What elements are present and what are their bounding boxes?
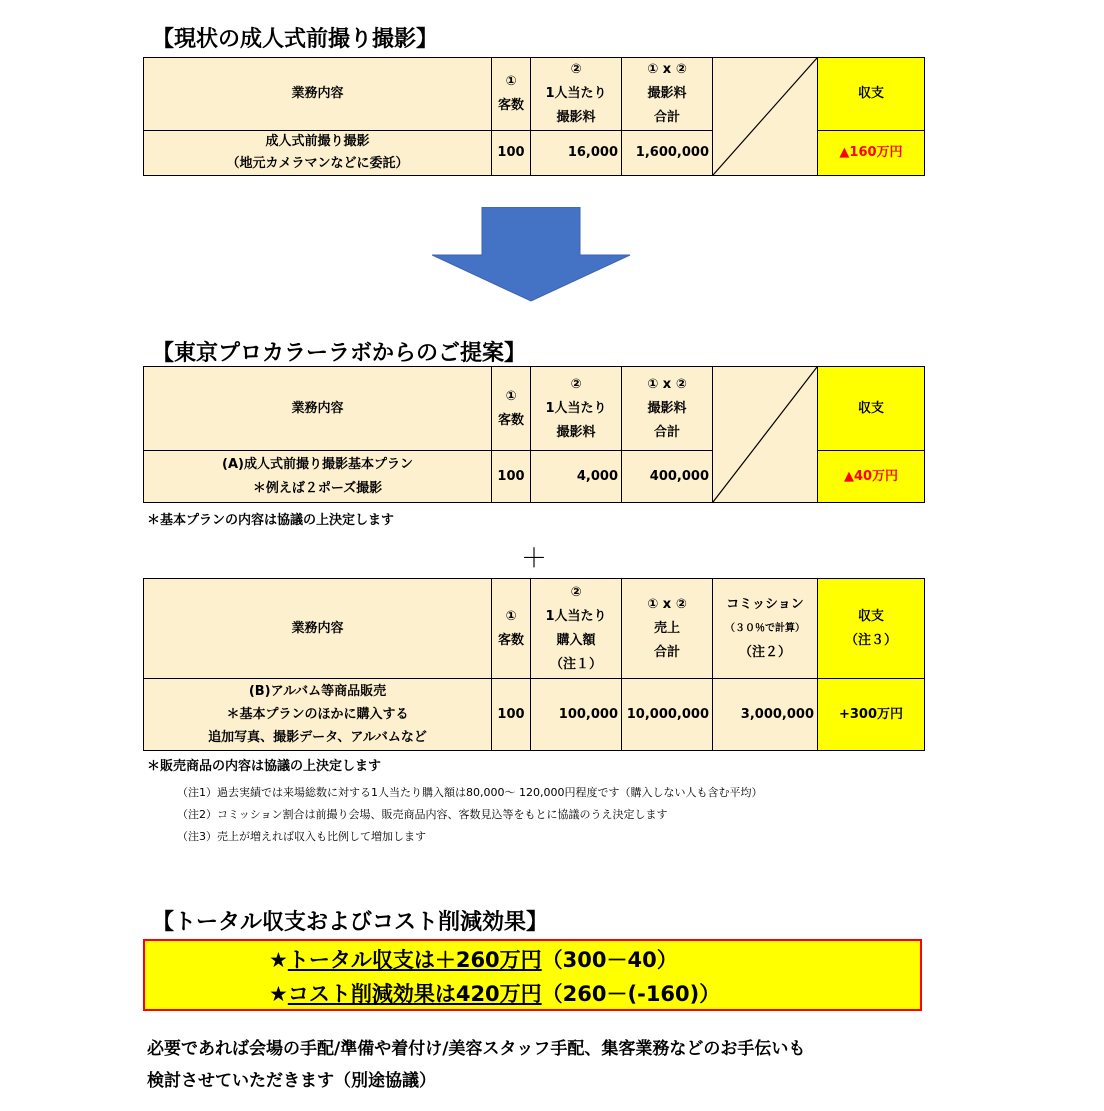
row-desc: 成人式前撮り撮影 （地元カメラマンなどに委託） [144,131,492,176]
row-balance: ▲40万円 [818,451,925,503]
header-total: ① x ② 売上 合計 [622,579,713,679]
down-arrow-icon [432,207,632,302]
summary-title: 【トータル収支およびコスト削減効果】 [152,910,549,935]
footnote-3: （注3）売上が増えれば収入も比例して増加します [177,830,426,843]
header-desc: 業務内容 [144,367,492,451]
header-price: ② 1人当たり 購入額 （注１） [531,579,622,679]
section2-title: 【東京プロカラーラボからのご提案】 [152,341,527,366]
current-table [143,57,925,176]
row-count: 100 [492,679,531,751]
row-commission: 3,000,000 [713,679,818,751]
header-desc: 業務内容 [144,579,492,679]
header-desc: 業務内容 [144,58,492,131]
diagonal-slash [713,367,817,502]
row-desc: (B)アルバム等商品販売 ＊基本プランのほかに購入する 追加写真、撮影データ、アルバムなど [144,679,492,751]
row-desc: (A)成人式前撮り撮影基本プラン ＊例えば２ポーズ撮影 [144,451,492,503]
row-count: 100 [492,451,531,503]
footnote-1: （注1）過去実績では来場総数に対する1人当たり購入額は80,000～ 120,000円程度です（購入しない人も含む平均） [177,786,763,799]
header-count: ① 客数 [492,579,531,679]
header-total: ① x ② 撮影料 合計 [622,367,713,451]
support-text-2: 検討させていただきます（別途協議） [147,1071,436,1091]
row-total: 10,000,000 [622,679,713,751]
diagonal-slash-cell [713,367,818,503]
row-total: 1,600,000 [622,131,713,176]
header-balance: 収支 [818,58,925,131]
header-price: ② 1人当たり 撮影料 [531,58,622,131]
row-total: 400,000 [622,451,713,503]
support-text-1: 必要であれば会場の手配/準備や着付け/美容スタッフ手配、集客業務などのお手伝いも [147,1039,806,1059]
header-count: ① 客数 [492,58,531,131]
header-balance: 収支 （注３） [818,579,925,679]
row-price: 100,000 [531,679,622,751]
diagonal-slash-cell [713,58,818,176]
header-total: ① x ② 撮影料 合計 [622,58,713,131]
header-price: ② 1人当たり 撮影料 [531,367,622,451]
cost-reduction-line: ★コスト削減効果は420万円（260－(-160)） [269,982,721,1006]
diagonal-slash [713,58,817,175]
proposal-table-b [143,578,925,751]
row-count: 100 [492,131,531,176]
header-balance: 収支 [818,367,925,451]
plus-sign: ＋ [521,544,548,574]
row-balance: ▲160万円 [818,131,925,176]
basic-plan-note: ＊基本プランの内容は協議の上決定します [147,513,395,528]
footnote-2: （注2）コミッション割合は前撮り会場、販売商品内容、客数見込等をもとに協議のうえ決定します [177,808,668,821]
row-price: 4,000 [531,451,622,503]
row-price: 16,000 [531,131,622,176]
header-count: ① 客数 [492,367,531,451]
header-commission: コミッション （３０％で計算） （注２） [713,579,818,679]
total-balance-line: ★トータル収支は＋260万円（300－40） [269,948,678,972]
section1-title: 【現状の成人式前撮り撮影】 [152,27,439,52]
product-note: ＊販売商品の内容は協議の上決定します [147,759,382,774]
row-balance: +300万円 [818,679,925,751]
summary-box [143,939,922,1011]
proposal-table-a [143,366,925,503]
